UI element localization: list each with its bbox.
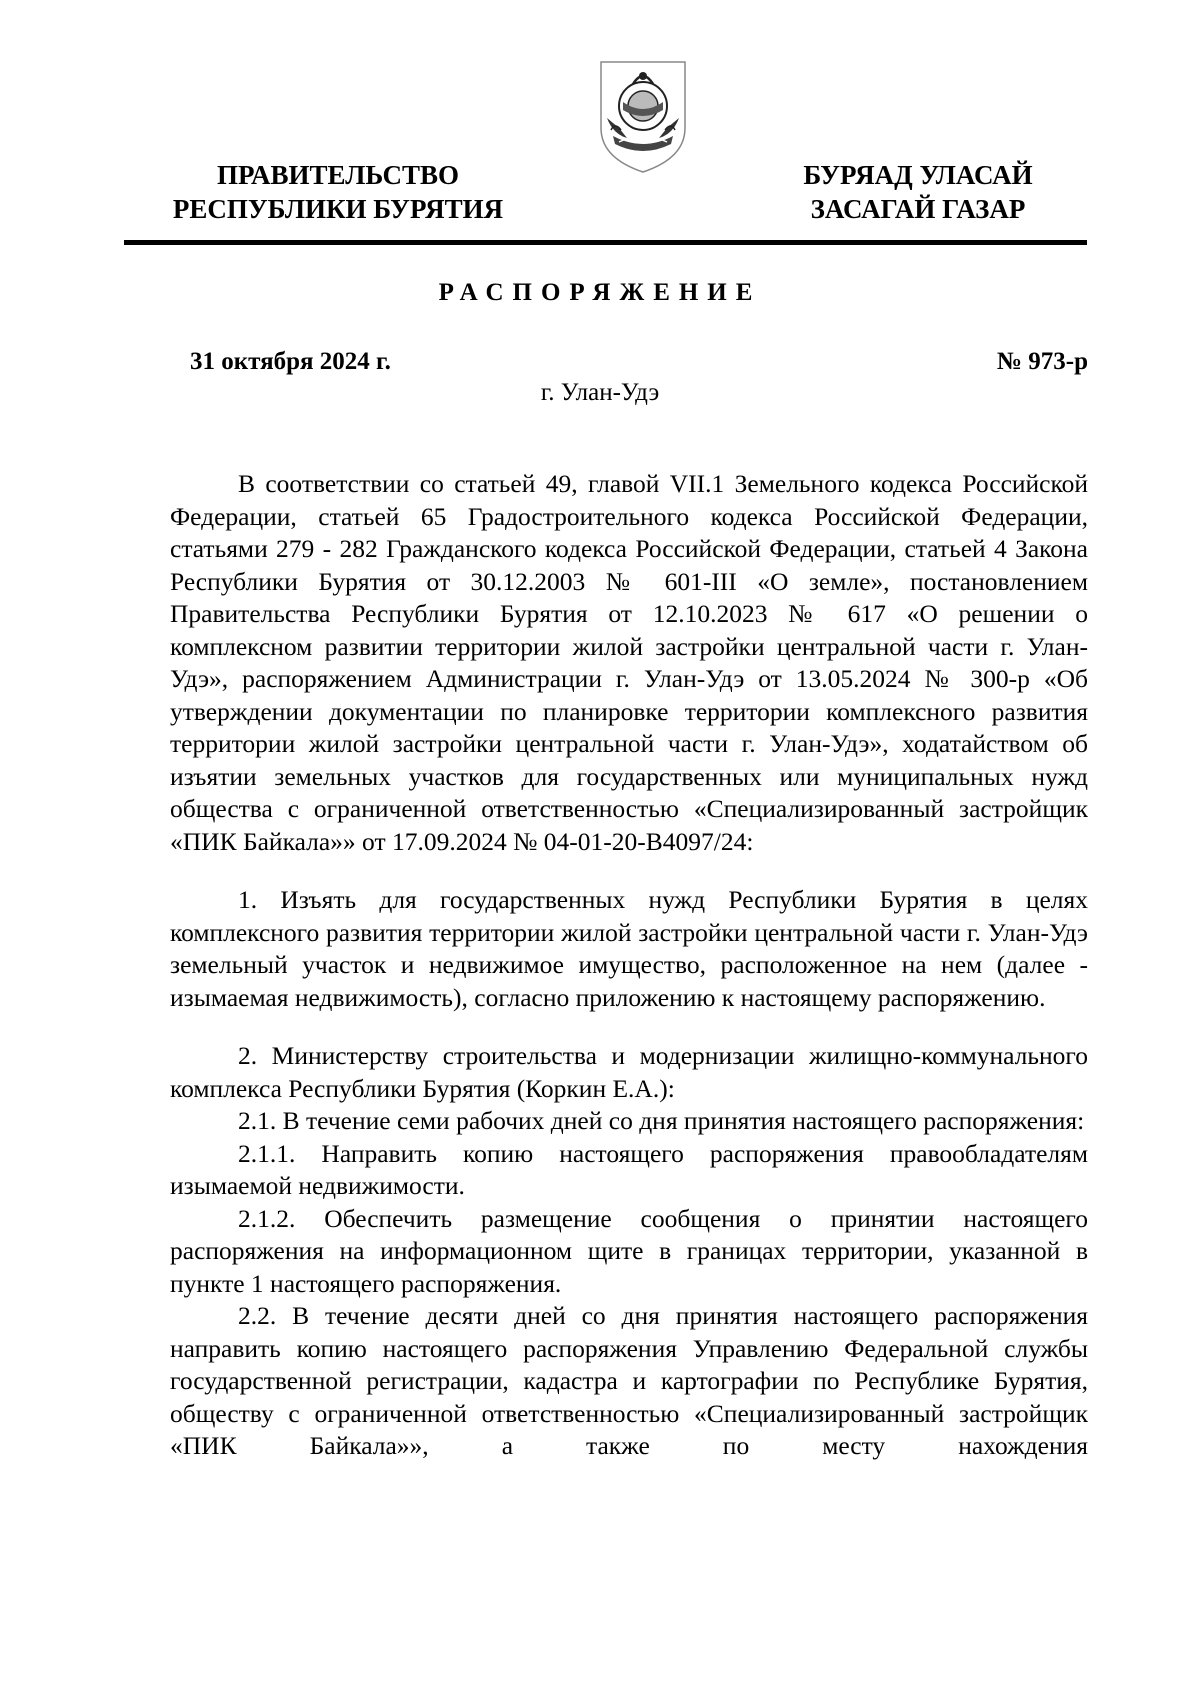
- paragraph-2-1: 2.1. В течение семи рабочих дней со дня принятия настоящего распоряжения:: [238, 1106, 1085, 1135]
- document-number: № 973-р: [996, 348, 1088, 375]
- issuer-name-buryat: [738, 158, 1098, 226]
- header-divider: [124, 240, 1087, 245]
- paragraph-2-1-2: 2.1.2. Обеспечить размещение сообщения о принятии настоящего распоряжения на информационном щите в границах территории, указанной в пункте 1 настоящего распоряжения.: [170, 1203, 1088, 1298]
- document-date: 31 октября 2024 г.: [190, 348, 391, 375]
- coat-of-arms-buryatia-icon: [593, 58, 693, 176]
- paragraph-2: 2. Министерству строительства и модернизации жилищно-коммунального комплекса Республики Бурятия (Коркин Е.А.):: [170, 1041, 1088, 1103]
- issuer-name-russian-line1: ПРАВИТЕЛЬСТВО: [216, 160, 460, 190]
- document-title: РАСПОРЯЖЕНИЕ: [438, 279, 762, 306]
- issuer-name-buryat-line1: БУРЯАД УЛАСАЙ: [803, 160, 1033, 190]
- paragraph-1: 1. Изъять для государственных нужд Республики Бурятия в целях комплексного развития территории жилой застройки центральной части г. Улан-Удэ земельный участок и недвижимое имущество, расположенное на нем (далее - изымаемая недвижимость), согласно приложению к настоящему распоряжению.: [170, 885, 1088, 1012]
- document-city: г. Улан-Удэ: [540, 379, 660, 406]
- preamble-paragraph: В соответствии со статьей 49, главой VII.1 Земельного кодекса Российской Федерации, статьей 65 Градостроительного кодекса Российской Федерации, статьями 279 - 282 Гражданского кодекса Российской Федерации, статьей 4 Закона Республики Бурятия от 30.12.2003 № 601-III «О земле», постановлением Правительства Республики Бурятия от 12.10.2023 № 617 «О решении о комплексном развитии территории жилой застройки центральной части г. Улан-Удэ», распоряжением Администрации г. Улан-Удэ от 13.05.2024 № 300-р «Об утверждении документации по планировке территории комплексного развития территории жилой застройки центральной части г. Улан-Удэ», ходатайством об изъятии земельных участков для государственных или муниципальных нужд общества с ограниченной ответственностью «Специализированный застройщик «ПИК Байкала»» от 17.09.2024 № 04-01-20-В4097/24:: [170, 469, 1088, 856]
- paragraph-2-1-1: 2.1.1. Направить копию настоящего распоряжения правообладателям изымаемой недвижимости.: [170, 1138, 1088, 1200]
- issuer-name-russian-line2: РЕСПУБЛИКИ БУРЯТИЯ: [172, 194, 504, 224]
- issuer-name-russian: [158, 158, 518, 226]
- document-body: [170, 468, 1088, 1463]
- paragraph-2-2: 2.2. В течение десяти дней со дня принятия настоящего распоряжения направить копию настоящего распоряжения Управлению Федеральной службы государственной регистрации, кадастра и картографии по Республике Бурятия, обществу с ограниченной ответственностью «Специализированный застройщик «ПИК Байкала»», а также по месту нахождения: [170, 1301, 1088, 1460]
- issuer-name-buryat-line2: ЗАСАГАЙ ГАЗАР: [810, 194, 1026, 224]
